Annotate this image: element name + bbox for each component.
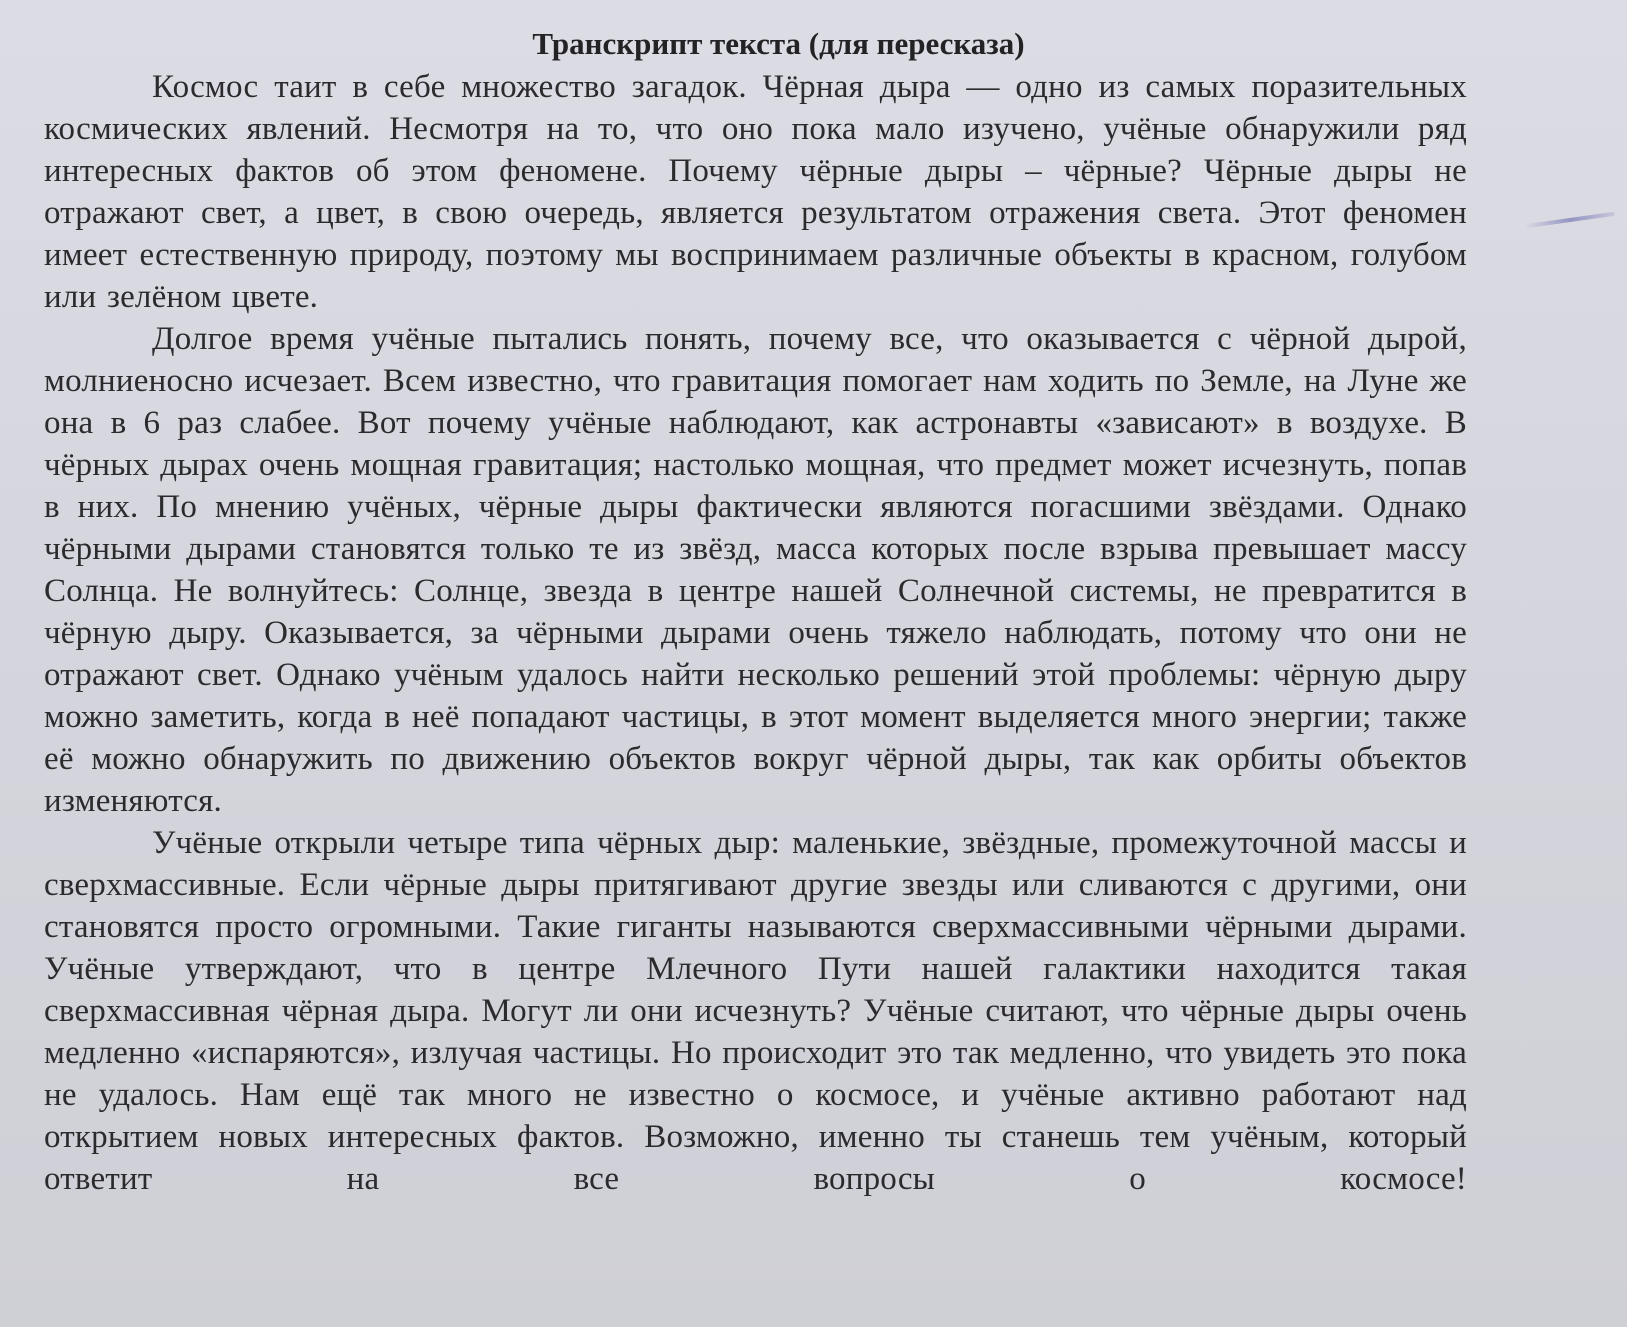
paragraph-2: Долгое время учёные пытались понять, почему все, что оказывается с чёрной дырой, молниеносно исчезает. Всем известно, что гравитация помогает нам ходить по Земле, на Луне же она в 6 раз слабее. Вот почему учёные наблюдают, как астронавты «зависают» в воздухе. В чёрных дырах очень мощная гравитация; настолько мощная, что предмет может исчезнуть, попав в них. По мнению учёных, чёрные дыры фактически являются погасшими звёздами. Однако чёрными дырами становятся только те из звёзд, масса которых после взрыва превышает массу Солнца. Не волнуйтесь: Солнце, звезда в центре нашей Солнечной системы, не превратится в чёрную дыру. Оказывается, за чёрными дырами очень тяжело наблюдать, потому что они не отражают свет. Однако учёным удалось найти несколько решений этой проблемы: чёрную дыру можно заметить, когда в неё попадают частицы, в этот момент выделяется много энергии; также её можно обнаружить по движению объектов вокруг чёрной дыры, так как орбиты объектов изменяются. <box>44 321 1467 819</box>
paragraph-1: Космос таит в себе множество загадок. Чёрная дыра — одно из самых поразительных космических явлений. Несмотря на то, что оно пока мало изучено, учёные обнаружили ряд интересных фактов об этом феномене. Почему чёрные дыры – чёрные? Чёрные дыры не отражают свет, а цвет, в свою очередь, является результатом отражения света. Этот феномен имеет естественную природу, поэтому мы воспринимаем различные объекты в красном, голубом или зелёном цвете. <box>44 69 1467 315</box>
document-title: Транскрипт текста (для пересказа) <box>532 26 1025 61</box>
paragraph-3: Учёные открыли четыре типа чёрных дыр: маленькие, звёздные, промежуточной массы и сверхмассивные. Если чёрные дыры притягивают другие звезды или сливаются с другими, они становятся просто огромными. Такие гиганты называются сверхмассивными чёрными дырами. Учёные утверждают, что в центре Млечного Пути нашей галактики находится такая сверхмассивная чёрная дыра. Могут ли они исчезнуть? Учёные считают, что чёрные дыры очень медленно «испаряются», излучая частицы. Но происходит это так медленно, что увидеть это пока не удалось. Нам ещё так много не известно о космосе, и учёные активно работают над открытием новых интересных фактов. Возможно, именно ты станешь тем учёным, который ответит на все вопросы о космосе! <box>44 825 1467 1197</box>
